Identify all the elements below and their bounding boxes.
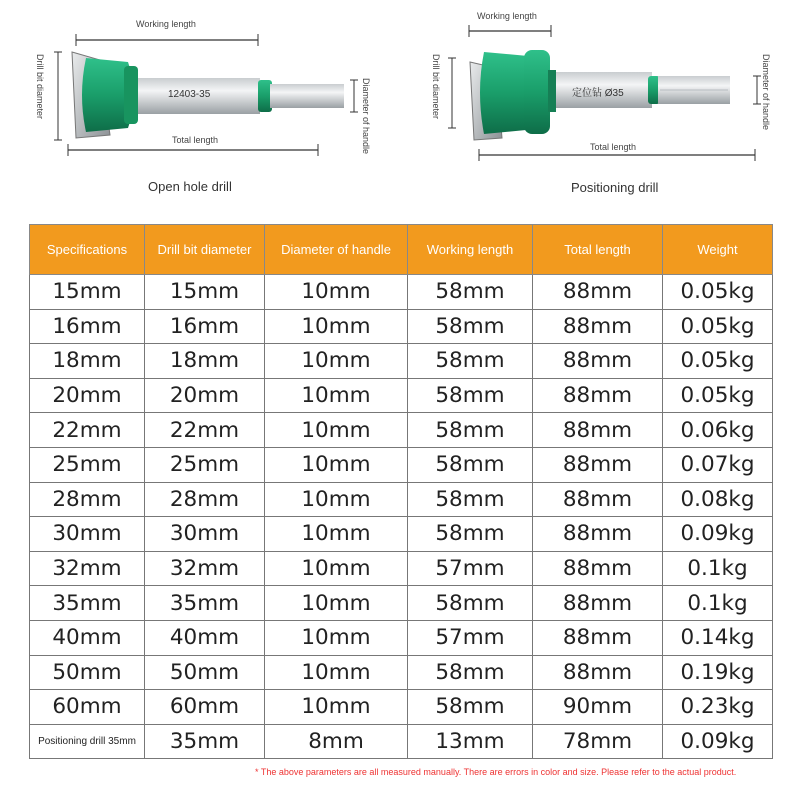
- positioning-working-length-label: Working length: [477, 11, 537, 21]
- cell-weight: 0.09kg: [663, 517, 773, 552]
- cell-handle-diameter: 8mm: [265, 724, 408, 759]
- table-row: [30, 378, 773, 413]
- cell-total-length: 88mm: [533, 309, 663, 344]
- header-total-length: Total length: [533, 225, 663, 275]
- table-row: [30, 275, 773, 310]
- cell-specification: 18mm: [30, 344, 145, 379]
- cell-total-length: 88mm: [533, 275, 663, 310]
- cell-handle-diameter: 10mm: [265, 517, 408, 552]
- cell-working-length: 58mm: [408, 344, 533, 379]
- open-total-length-label: Total length: [172, 135, 219, 145]
- cell-specification: 28mm: [30, 482, 145, 517]
- cell-specification: 15mm: [30, 275, 145, 310]
- specifications-table: [29, 224, 773, 759]
- cell-bit-diameter: 35mm: [145, 586, 265, 621]
- cell-working-length: 58mm: [408, 309, 533, 344]
- cell-total-length: 88mm: [533, 551, 663, 586]
- open-bit-diameter-label: Drill bit diameter: [35, 54, 45, 120]
- cell-specification: 25mm: [30, 447, 145, 482]
- cell-total-length: 88mm: [533, 378, 663, 413]
- cell-handle-diameter: 10mm: [265, 344, 408, 379]
- table-row: [30, 655, 773, 690]
- table-row: [30, 586, 773, 621]
- cell-bit-diameter: 30mm: [145, 517, 265, 552]
- cell-working-length: 58mm: [408, 413, 533, 448]
- cell-weight: 0.05kg: [663, 378, 773, 413]
- header-weight: Weight: [663, 225, 773, 275]
- cell-handle-diameter: 10mm: [265, 586, 408, 621]
- open-hole-drill-caption: Open hole drill: [148, 179, 232, 194]
- cell-bit-diameter: 15mm: [145, 275, 265, 310]
- cell-specification: 20mm: [30, 378, 145, 413]
- table-row: [30, 447, 773, 482]
- cell-specification: Positioning drill 35mm: [30, 724, 145, 759]
- cell-weight: 0.1kg: [663, 586, 773, 621]
- cell-handle-diameter: 10mm: [265, 620, 408, 655]
- cell-weight: 0.07kg: [663, 447, 773, 482]
- drill-diagrams: [0, 0, 800, 210]
- table-row: [30, 551, 773, 586]
- cell-total-length: 88mm: [533, 413, 663, 448]
- cell-weight: 0.1kg: [663, 551, 773, 586]
- table-row: [30, 620, 773, 655]
- cell-handle-diameter: 10mm: [265, 655, 408, 690]
- open-handle-diameter-label: Diameter of handle: [361, 78, 371, 155]
- cell-bit-diameter: 20mm: [145, 378, 265, 413]
- cell-bit-diameter: 50mm: [145, 655, 265, 690]
- cell-weight: 0.06kg: [663, 413, 773, 448]
- cell-working-length: 58mm: [408, 655, 533, 690]
- positioning-total-length-label: Total length: [590, 142, 637, 152]
- cell-working-length: 58mm: [408, 275, 533, 310]
- table-row: [30, 517, 773, 552]
- cell-bit-diameter: 22mm: [145, 413, 265, 448]
- table-body: [30, 275, 773, 759]
- cell-total-length: 88mm: [533, 482, 663, 517]
- cell-specification: 16mm: [30, 309, 145, 344]
- table-header-row: [30, 225, 773, 275]
- cell-working-length: 58mm: [408, 482, 533, 517]
- cell-handle-diameter: 10mm: [265, 551, 408, 586]
- cell-weight: 0.14kg: [663, 620, 773, 655]
- cell-specification: 32mm: [30, 551, 145, 586]
- cell-total-length: 88mm: [533, 344, 663, 379]
- cell-total-length: 88mm: [533, 586, 663, 621]
- table-row: [30, 413, 773, 448]
- header-drill-bit-diameter: Drill bit diameter: [145, 225, 265, 275]
- header-specifications: Specifications: [30, 225, 145, 275]
- open-shank-marking: 12403-35: [168, 89, 211, 100]
- cell-bit-diameter: 16mm: [145, 309, 265, 344]
- cell-handle-diameter: 10mm: [265, 309, 408, 344]
- cell-weight: 0.05kg: [663, 275, 773, 310]
- positioning-bit-diameter-label: Drill bit diameter: [431, 54, 441, 120]
- cell-working-length: 58mm: [408, 517, 533, 552]
- cell-working-length: 58mm: [408, 447, 533, 482]
- cell-total-length: 88mm: [533, 655, 663, 690]
- cell-specification: 35mm: [30, 586, 145, 621]
- cell-specification: 60mm: [30, 690, 145, 725]
- cell-weight: 0.05kg: [663, 309, 773, 344]
- table-row: [30, 724, 773, 759]
- positioning-handle-diameter-label: Diameter of handle: [761, 54, 771, 131]
- table-row: [30, 344, 773, 379]
- cell-handle-diameter: 10mm: [265, 447, 408, 482]
- positioning-shank-marking: 定位钻 Ø35: [572, 88, 624, 99]
- cell-total-length: 88mm: [533, 517, 663, 552]
- cell-bit-diameter: 18mm: [145, 344, 265, 379]
- cell-working-length: 57mm: [408, 620, 533, 655]
- cell-working-length: 58mm: [408, 378, 533, 413]
- cell-bit-diameter: 28mm: [145, 482, 265, 517]
- disclaimer-note: * The above parameters are all measured manually. There are errors in color and size. Please refer to the actual product.: [255, 767, 737, 777]
- cell-weight: 0.05kg: [663, 344, 773, 379]
- cell-specification: 30mm: [30, 517, 145, 552]
- cell-handle-diameter: 10mm: [265, 413, 408, 448]
- positioning-drill-caption: Positioning drill: [571, 180, 659, 195]
- cell-specification: 50mm: [30, 655, 145, 690]
- cell-handle-diameter: 10mm: [265, 482, 408, 517]
- cell-total-length: 88mm: [533, 447, 663, 482]
- cell-weight: 0.08kg: [663, 482, 773, 517]
- cell-bit-diameter: 32mm: [145, 551, 265, 586]
- cell-bit-diameter: 35mm: [145, 724, 265, 759]
- cell-bit-diameter: 60mm: [145, 690, 265, 725]
- cell-weight: 0.23kg: [663, 690, 773, 725]
- cell-handle-diameter: 10mm: [265, 275, 408, 310]
- table-row: [30, 309, 773, 344]
- table-row: [30, 690, 773, 725]
- cell-weight: 0.09kg: [663, 724, 773, 759]
- cell-working-length: 58mm: [408, 586, 533, 621]
- cell-total-length: 90mm: [533, 690, 663, 725]
- cell-specification: 22mm: [30, 413, 145, 448]
- table-row: [30, 482, 773, 517]
- header-diameter-of-handle: Diameter of handle: [265, 225, 408, 275]
- cell-weight: 0.19kg: [663, 655, 773, 690]
- cell-working-length: 13mm: [408, 724, 533, 759]
- cell-specification: 40mm: [30, 620, 145, 655]
- open-working-length-label: Working length: [136, 19, 196, 29]
- cell-total-length: 88mm: [533, 620, 663, 655]
- cell-handle-diameter: 10mm: [265, 378, 408, 413]
- cell-handle-diameter: 10mm: [265, 690, 408, 725]
- cell-total-length: 78mm: [533, 724, 663, 759]
- cell-working-length: 58mm: [408, 690, 533, 725]
- header-working-length: Working length: [408, 225, 533, 275]
- cell-working-length: 57mm: [408, 551, 533, 586]
- cell-bit-diameter: 25mm: [145, 447, 265, 482]
- cell-bit-diameter: 40mm: [145, 620, 265, 655]
